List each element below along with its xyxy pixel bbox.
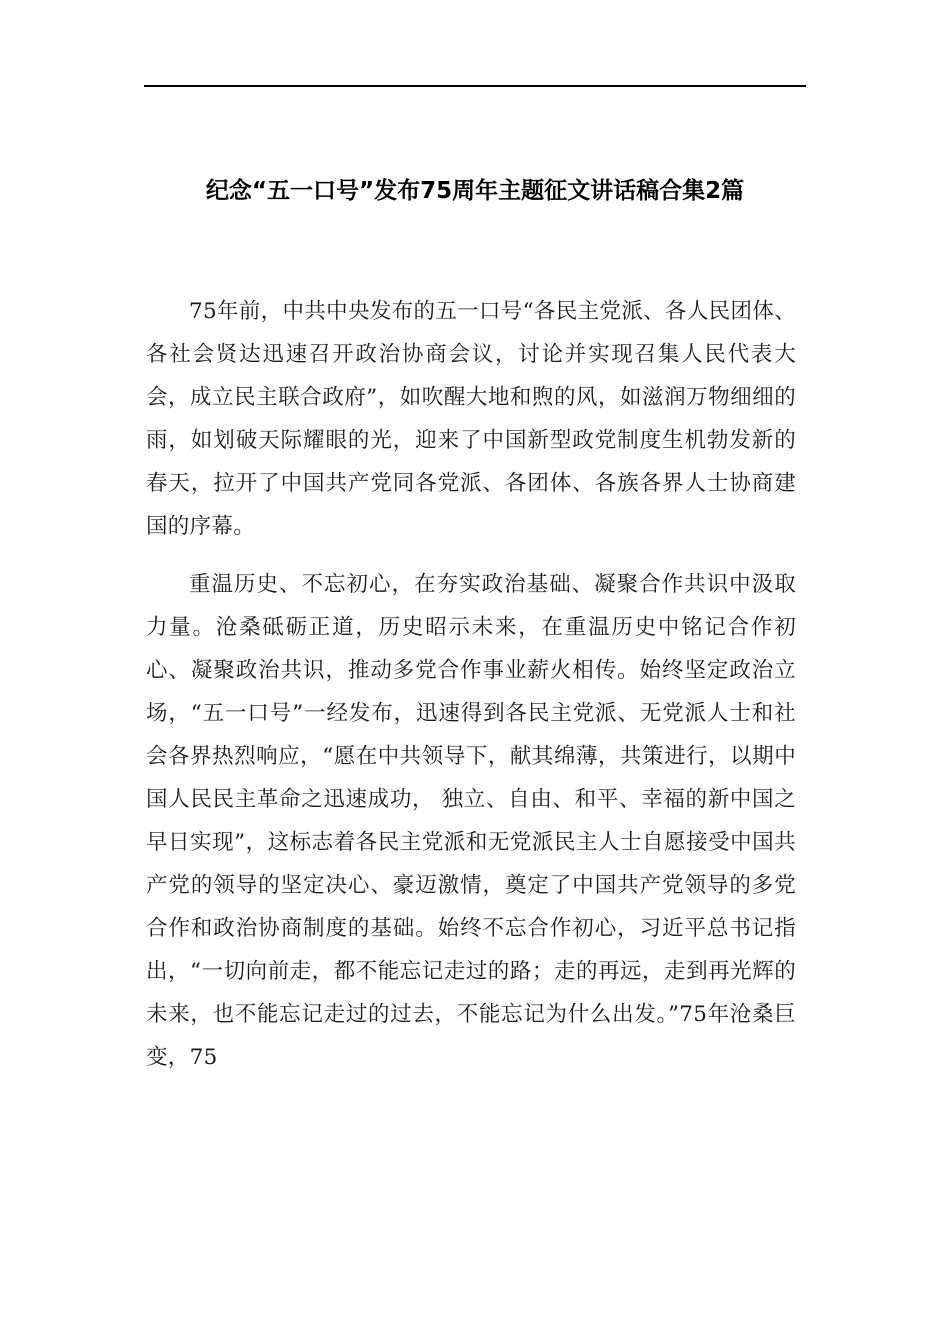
document-title: 纪念“五一口号”发布75周年主题征文讲话稿合集2篇 <box>205 178 745 205</box>
paragraph-1: 75年前，中共中央发布的五一口号“各民主党派、各人民团体、各社会贤达迅速召开政治协商会议，讨论并实现召集人民代表大会，成立民主联合政府”，如吹醒大地和煦的风，如滋润万物细细的雨，如划破天际耀眼的光，迎来了中国新型政党制度生机勃发新的春天，拉开了中国共产党同各党派、各团体、各族各界人士协商建国的序幕。 <box>146 299 796 539</box>
header-rule <box>144 85 806 87</box>
document-body <box>146 290 796 1079</box>
paragraph-2: 重温历史、不忘初心，在夯实政治基础、凝聚合作共识中汲取力量。沧桑砥砺正道，历史昭示未来，在重温历史中铭记合作初心、凝聚政治共识，推动多党合作事业薪火相传。始终坚定政治立场，“五一口号”一经发布，迅速得到各民主党派、无党派人士和社会各界热烈响应，“愿在中共领导下，献其绵薄，共策进行，以期中国人民民主革命之迅速成功， 独立、自由、和平、幸福的新中国之早日实现”，这标志着各民主党派和无党派民主人士自愿接受中国共产党的领导的坚定决心、豪迈激情，奠定了中国共产党领导的多党合作和政治协商制度的基础。始终不忘合作初心，习近平总书记指出，“一切向前走，都不能忘记走过的路；走的再远，走到再光辉的未来，也不能忘记走过的过去，不能忘记为什么出发。”75年沧桑巨变，75 <box>146 572 796 1070</box>
